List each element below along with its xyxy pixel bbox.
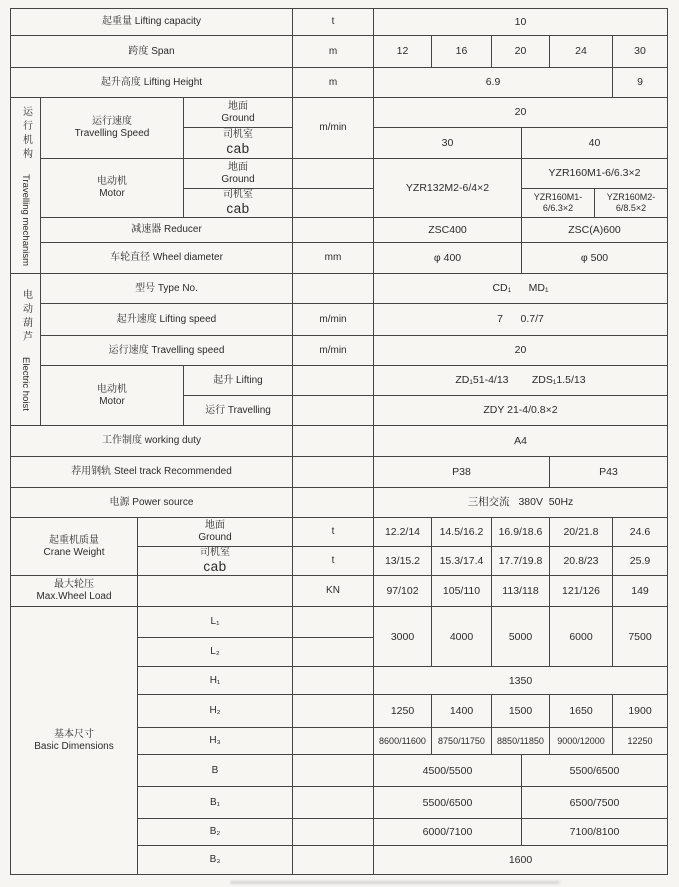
crane-weight-ground-sublabel: 地面 Ground	[138, 518, 293, 547]
crane-weight-ground-5: 24.6	[613, 518, 668, 547]
dim-h2-name: H₂	[138, 695, 293, 728]
hoist-lifting-speed-label: 起升速度 Lifting speed	[41, 304, 293, 336]
span-value-5: 30	[613, 36, 668, 68]
electric-hoist-sidebar-en: Electric hoist	[20, 356, 32, 411]
dim-b1-right: 6500/7500	[522, 787, 668, 819]
dim-h1-unit	[293, 667, 374, 695]
max-wheel-load-2: 105/110	[432, 576, 492, 607]
hoist-motor-label: 电动机 Motor	[41, 366, 184, 426]
crane-weight-label: 起重机质量 Crane Weight	[11, 518, 138, 576]
dim-b3-unit	[293, 846, 374, 875]
working-duty-unit	[293, 426, 374, 457]
crane-weight-ground-4: 20/21.8	[550, 518, 613, 547]
travelling-mechanism-sidebar	[11, 98, 41, 274]
crane-weight-cab-3: 17.7/19.8	[492, 547, 550, 576]
max-wheel-load-sublabel-empty	[138, 576, 293, 607]
row-steel-track	[11, 457, 668, 488]
lifting-height-label: 起升高度 Lifting Height	[11, 68, 293, 98]
dim-l-value-4: 6000	[550, 607, 613, 667]
hoist-type-unit	[293, 274, 374, 304]
dim-l2-name: L₂	[138, 638, 293, 667]
travel-speed-unit: m/min	[293, 98, 374, 159]
travel-speed-label: 运行速度 Travelling Speed	[41, 98, 184, 159]
power-source-value: 三相交流 380V 50Hz	[374, 488, 668, 518]
dim-h1-name: H₁	[138, 667, 293, 695]
dim-h3-2: 8750/11750	[432, 728, 492, 755]
dim-l1-name: L₁	[138, 607, 293, 638]
span-value-4: 24	[550, 36, 613, 68]
hoist-motor-travelling-unit	[293, 396, 374, 426]
row-travel-speed-ground	[11, 98, 668, 128]
reducer-right-value: ZSC(A)600	[522, 218, 668, 243]
max-wheel-load-3: 113/118	[492, 576, 550, 607]
hoist-motor-lifting-unit	[293, 366, 374, 396]
steel-track-label: 荐用钢轨 Steel track Recommended	[11, 457, 293, 488]
crane-weight-cab-5: 25.9	[613, 547, 668, 576]
travel-speed-ground-sublabel: 地面 Ground	[184, 98, 293, 128]
dim-h2-2: 1400	[432, 695, 492, 728]
row-hoist-travelling-speed	[11, 336, 668, 366]
dim-l2-unit	[293, 638, 374, 667]
hoist-motor-travelling-value: ZDY 21-4/0.8×2	[374, 396, 668, 426]
electric-hoist-sidebar-cn: 电动葫芦	[20, 288, 32, 345]
span-label: 跨度 Span	[11, 36, 293, 68]
hoist-motor-lifting-sublabel: 起升 Lifting	[184, 366, 293, 396]
max-wheel-load-unit: KN	[293, 576, 374, 607]
dim-b-right: 5500/6500	[522, 755, 668, 787]
row-crane-weight-ground	[11, 518, 668, 547]
crane-weight-cab-1: 13/15.2	[374, 547, 432, 576]
scan-smudge	[230, 881, 560, 884]
hoist-type-label: 型号 Type No.	[41, 274, 293, 304]
working-duty-value: A4	[374, 426, 668, 457]
dim-h2-3: 1500	[492, 695, 550, 728]
hoist-type-value: CD₁ MD₁	[374, 274, 668, 304]
travel-speed-ground-value: 20	[374, 98, 668, 128]
lifting-capacity-value: 10	[374, 9, 668, 36]
dim-h2-unit	[293, 695, 374, 728]
row-working-duty	[11, 426, 668, 457]
dim-h2-1: 1250	[374, 695, 432, 728]
row-wheel-diameter	[11, 243, 668, 274]
dim-h3-3: 8850/11850	[492, 728, 550, 755]
hoist-motor-travelling-sublabel: 运行 Travelling	[184, 396, 293, 426]
row-reducer	[11, 218, 668, 243]
travelling-mechanism-sidebar-cn: 运行机构	[20, 105, 32, 162]
travelling-mechanism-sidebar-en: Travelling mechanism	[20, 173, 32, 266]
max-wheel-load-5: 149	[613, 576, 668, 607]
crane-weight-cab-4: 20.8/23	[550, 547, 613, 576]
dim-b1-left: 5500/6500	[374, 787, 522, 819]
dim-b-left: 4500/5500	[374, 755, 522, 787]
hoist-lifting-speed-value: 7 0.7/7	[374, 304, 668, 336]
crane-weight-cab-sublabel: 司机室 cab	[138, 547, 293, 576]
span-value-3: 20	[492, 36, 550, 68]
span-value-2: 16	[432, 36, 492, 68]
dim-h3-unit	[293, 728, 374, 755]
dim-b2-left: 6000/7100	[374, 819, 522, 846]
travel-speed-cab-left: 30	[374, 128, 522, 159]
dim-h2-4: 1650	[550, 695, 613, 728]
dim-l1-unit	[293, 607, 374, 638]
lifting-capacity-label: 起重量 Lifting capacity	[11, 9, 293, 36]
dim-h3-1: 8600/11600	[374, 728, 432, 755]
hoist-lifting-speed-unit: m/min	[293, 304, 374, 336]
electric-hoist-sidebar	[11, 274, 41, 426]
crane-weight-ground-unit: t	[293, 518, 374, 547]
power-source-label: 电源 Power source	[11, 488, 293, 518]
travel-motor-cab-right-value-1: YZR160M1-6/6.3×2	[522, 189, 595, 218]
crane-weight-ground-3: 16.9/18.6	[492, 518, 550, 547]
row-travel-motor-ground	[11, 159, 668, 189]
travel-motor-ground-right-value: YZR160M1-6/6.3×2	[522, 159, 668, 189]
dim-h3-4: 9000/12000	[550, 728, 613, 755]
wheel-diameter-right-value: φ 500	[522, 243, 668, 274]
lifting-height-unit: m	[293, 68, 374, 98]
steel-track-left-value: P38	[374, 457, 550, 488]
dim-b1-name: B₁	[138, 787, 293, 819]
dim-b-name: B	[138, 755, 293, 787]
row-dim-l1	[11, 607, 668, 638]
crane-weight-ground-2: 14.5/16.2	[432, 518, 492, 547]
dim-h1-value: 1350	[374, 667, 668, 695]
power-source-unit	[293, 488, 374, 518]
steel-track-unit	[293, 457, 374, 488]
travel-speed-cab-sublabel: 司机室 cab	[184, 128, 293, 159]
max-wheel-load-label: 最大轮压 Max.Wheel Load	[11, 576, 138, 607]
dim-h3-name: H₃	[138, 728, 293, 755]
dim-l-value-5: 7500	[613, 607, 668, 667]
travel-motor-left-value: YZR132M2-6/4×2	[374, 159, 522, 218]
basic-dimensions-label: 基本尺寸 Basic Dimensions	[11, 607, 138, 875]
wheel-diameter-label: 车轮直径 Wheel diameter	[41, 243, 293, 274]
reducer-left-value: ZSC400	[374, 218, 522, 243]
lifting-height-col5: 9	[613, 68, 668, 98]
hoist-motor-lifting-value: ZD₁51-4/13 ZDS₁1.5/13	[374, 366, 668, 396]
row-max-wheel-load	[11, 576, 668, 607]
travel-motor-cab-unit	[293, 189, 374, 218]
hoist-travelling-speed-value: 20	[374, 336, 668, 366]
crane-weight-cab-2: 15.3/17.4	[432, 547, 492, 576]
lifting-height-main: 6.9	[374, 68, 613, 98]
reducer-unit	[293, 218, 374, 243]
span-unit: m	[293, 36, 374, 68]
max-wheel-load-4: 121/126	[550, 576, 613, 607]
crane-specification-table	[10, 8, 668, 875]
span-value-1: 12	[374, 36, 432, 68]
crane-weight-ground-1: 12.2/14	[374, 518, 432, 547]
dim-h2-5: 1900	[613, 695, 668, 728]
travel-motor-cab-right-value-2: YZR160M2-6/8.5×2	[595, 189, 668, 218]
working-duty-label: 工作制度 working duty	[11, 426, 293, 457]
crane-weight-cab-unit: t	[293, 547, 374, 576]
dim-b1-unit	[293, 787, 374, 819]
steel-track-right-value: P43	[550, 457, 668, 488]
dim-b3-value: 1600	[374, 846, 668, 875]
dim-b3-name: B₃	[138, 846, 293, 875]
dim-l-value-1: 3000	[374, 607, 432, 667]
dim-b2-unit	[293, 819, 374, 846]
row-hoist-type	[11, 274, 668, 304]
travel-motor-ground-sublabel: 地面 Ground	[184, 159, 293, 189]
reducer-label: 减速器 Reducer	[41, 218, 293, 243]
max-wheel-load-1: 97/102	[374, 576, 432, 607]
dim-h3-5: 12250	[613, 728, 668, 755]
row-lifting-height	[11, 68, 668, 98]
travel-motor-label: 电动机 Motor	[41, 159, 184, 218]
hoist-travelling-speed-unit: m/min	[293, 336, 374, 366]
travel-motor-cab-sublabel: 司机室 cab	[184, 189, 293, 218]
dim-b2-right: 7100/8100	[522, 819, 668, 846]
wheel-diameter-unit: mm	[293, 243, 374, 274]
travel-motor-ground-unit	[293, 159, 374, 189]
row-span	[11, 36, 668, 68]
wheel-diameter-left-value: φ 400	[374, 243, 522, 274]
lifting-capacity-unit: t	[293, 9, 374, 36]
hoist-travelling-speed-label: 运行速度 Travelling speed	[41, 336, 293, 366]
dim-l-value-2: 4000	[432, 607, 492, 667]
row-power-source	[11, 488, 668, 518]
dim-b-unit	[293, 755, 374, 787]
row-hoist-lifting-speed	[11, 304, 668, 336]
row-hoist-motor-lifting	[11, 366, 668, 396]
travel-speed-cab-right: 40	[522, 128, 668, 159]
row-lifting-capacity	[11, 9, 668, 36]
dim-b2-name: B₂	[138, 819, 293, 846]
dim-l-value-3: 5000	[492, 607, 550, 667]
